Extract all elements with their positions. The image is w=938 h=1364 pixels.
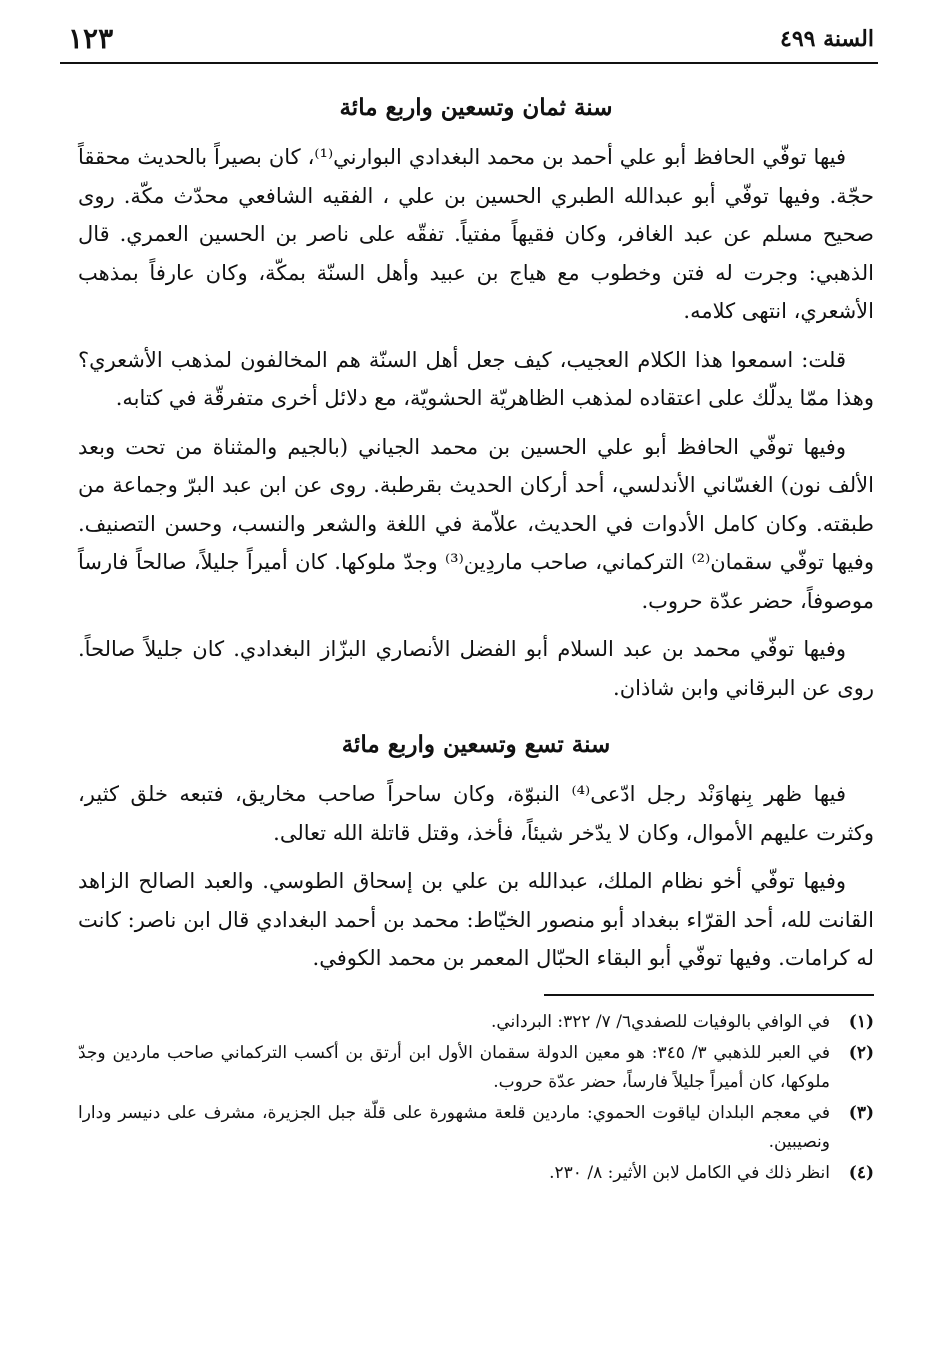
page-body (78, 92, 874, 1190)
footnote-text: انظر ذلك في الكامل لابن الأثير: ٨/ ٢٣٠. (549, 1162, 830, 1183)
paragraph: وفيها توفّي محمد بن عبد السلام أبو الفضل الأنصاري البزّاز البغدادي. كان جليلاً صالحاً. روى عن البرقاني وابن شاذان. (78, 637, 874, 700)
footnote-divider (544, 994, 874, 996)
running-header (60, 22, 878, 64)
footnote (78, 1008, 874, 1037)
footnote (78, 1159, 874, 1188)
footnote-text: في العبر للذهبي ٣/ ٣٤٥: هو معين الدولة سقمان الأول ابن أرتق بن أكسب التركماني صاحب ماردين وجدّ ملوكها، كان أميراً جليلاً فارساً، حضر عدّة حروب. (78, 1042, 830, 1092)
section-year-499 (78, 729, 874, 978)
footnotes (78, 1008, 874, 1188)
section-heading: سنة ثمان وتسعين واربع مائة (339, 94, 613, 121)
paragraph: وفيها توفّي أخو نظام الملك، عبدالله بن علي بن إسحاق الطوسي. والعبد الصالح الزاهد القانت لله، أحد القرّاء ببغداد أبو منصور الخيّاط: محمد بن أحمد البغدادي قال ابن ناصر: كانت له كرامات. وفيها توفّي أبو البقاء الحبّال المعمر بن محمد الكوفي. (78, 869, 874, 971)
footnote-text: في الوافي بالوفيات للصفدي٦/ ٧/ ٣٢٢: البرداني. (490, 1011, 830, 1032)
running-title: السنة ٤٩٩ (780, 26, 874, 52)
paragraph: فيها ظهر بِنهاوَنْد رجل ادّعى⁽⁴⁾ النبوّة، وكان ساحراً صاحب مخاريق، فتبعه خلق كثير، وكثرت عليهم الأموال، وكان لا يدّخر شيئاً، فأخذ، وقتل قاتلة الله تعالى. (78, 782, 874, 845)
footnote-text: في معجم البلدان لياقوت الحموي: ماردين قلعة مشهورة على قلّة جبل الجزيرة، مشرف على دنيسر ودارا ونصيبين. (78, 1102, 830, 1152)
section-year-498 (78, 92, 874, 707)
footnote-number: (١) (848, 1011, 874, 1032)
section-heading: سنة تسع وتسعين واربع مائة (341, 731, 611, 759)
page-number: ١٢٣ (68, 22, 114, 55)
paragraph: وفيها توفّي الحافظ أبو علي الحسين بن محمد الجياني (بالجيم والمثناة من تحت وبعد الألف نون) الغسّاني الأندلسي، أحد أركان الحديث بقرطبة. روى عن ابن عبد البرّ وجماعة من طبقته. وكان كامل الأدوات في الحديث، علاّمة في اللغة والشعر والنسب، وحسن التصنيف. وفيها توفّي سقمان⁽²⁾ التركماني، صاحب ماردِين⁽³⁾ وجدّ ملوكها. كان أميراً جليلاً، صالحاً فارساً موصوفاً، حضر عدّة حروب. (78, 434, 874, 613)
footnote-number: (٢) (848, 1042, 874, 1063)
footnote (78, 1039, 874, 1097)
footnote (78, 1099, 874, 1157)
paragraph: قلت: اسمعوا هذا الكلام العجيب، كيف جعل أهل السنّة هم المخالفون لمذهب الأشعري؟ وهذا ممّا يدلّك على اعتقاده لمذهب الظاهريّة الحشويّة، مع دلائل أخرى متفرقّة في كتابه. (78, 347, 874, 411)
footnote-number: (٣) (848, 1102, 874, 1123)
footnote-number: (٤) (848, 1162, 874, 1183)
paragraph: فيها توفّي الحافظ أبو علي أحمد بن محمد البغدادي البوارني⁽¹⁾، كان بصيراً بالحديث محققاً حجّة. وفيها توفّي أبو عبدالله الطبري الحسين بن علي ، الفقيه الشافعي محدّث مكّة. روى صحيح مسلم عن عبد الغافر، وكان فقيهاً مفتياً. تفقّه على ناصر بن الحسين العمري. قال الذهبي: وجرت له فتن وخطوب مع هياج بن عبيد وأهل السنّة بمكّة، وكان عارفاً بمذهب الأشعري، انتهى كلامه. (78, 145, 874, 324)
